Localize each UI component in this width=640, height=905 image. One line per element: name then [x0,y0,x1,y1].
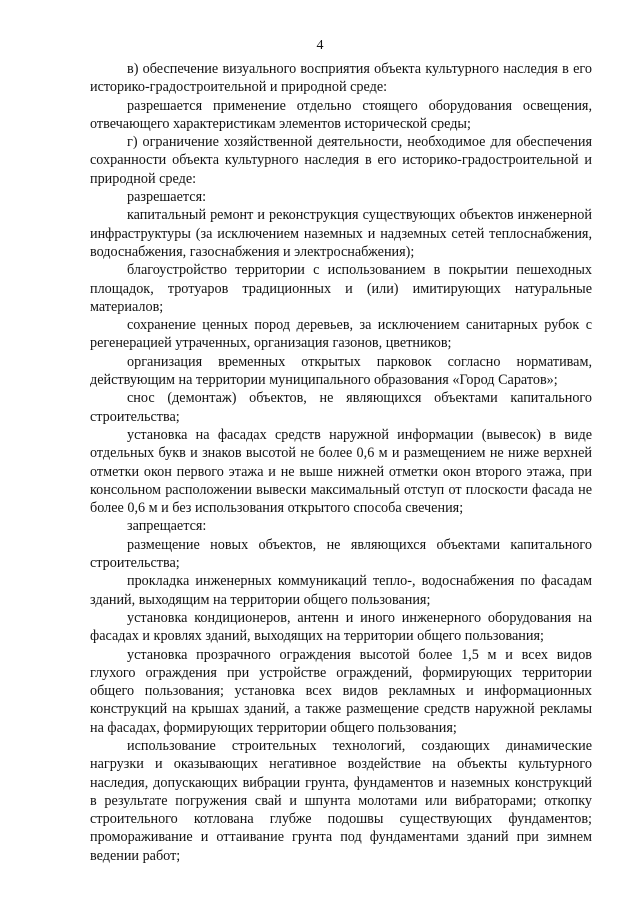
paragraph: установка прозрачного ограждения высотой более 1,5 м и всех видов глухого ограждения при устройстве ограждений, формирующих территории общего пользования; установка всех видов рекламных и информационных конструкций на крышах зданий, а также размещение средств наружной рекламы на фасадах, формирующих территории общего пользования; [90,646,592,736]
paragraph: установка на фасадах средств наружной информации (вывесок) в виде отдельных букв и знаков высотой не более 0,6 м и размещением не ниже верхней отметки окон первого этажа и не выше нижней отметки окон второго этажа, при консольном расположении вывески максимальный отступ от плоскости фасада не более 0,6 м и без использования открытого способа свечения; [90,426,592,517]
paragraph: г) ограничение хозяйственной деятельности, необходимое для обеспечения сохранности объекта культурного наследия в его историко-градостроительной и природной среде: [90,134,592,187]
paragraph: снос (демонтаж) объектов, не являющихся объектами капитального строительства; [90,390,592,425]
paragraph: разрешается применение отдельно стоящего оборудования освещения, отвечающего характеристикам элементов исторической среды; [90,97,592,132]
paragraph: установка кондиционеров, антенн и иного инженерного оборудования на фасадах и кровлях зданий, выходящих на территории общего пользования; [90,609,592,645]
document-body [90,60,592,865]
paragraph: организация временных открытых парковок согласно нормативам, действующим на территории муниципального образования «Город Саратов»; [90,353,592,389]
paragraph: размещение новых объектов, не являющихся объектами капитального строительства; [90,536,592,572]
paragraph: разрешается: [127,189,207,206]
paragraph: капитальный ремонт и реконструкция существующих объектов инженерной инфраструктуры (за исключением наземных и надземных сетей теплоснабжения, водоснабжения, газоснабжения и электроснабжения); [90,207,592,260]
paragraph: использование строительных технологий, создающих динамические нагрузки и оказывающих негативное воздействие на объекты культурного наследия, допускающих вибрации грунта, фундаментов и наземных конструкций в результате погружения свай и шпунта молотами или вибраторами; откопку строительного котлована глубже подошвы существующих фундаментов; промораживание и оттаивание грунта под фундаментами зданий при зимнем ведении работ; [90,737,592,864]
paragraph: прокладка инженерных коммуникаций тепло-, водоснабжения по фасадам зданий, выходящим на территории общего пользования; [90,573,592,608]
paragraph: в) обеспечение визуального восприятия объекта культурного наследия в его историко-градостроительной и природной среде: [90,61,592,96]
paragraph: запрещается: [127,518,207,535]
paragraph: благоустройство территории с использованием в покрытии пешеходных площадок, тротуаров традиционных и (или) имитирующих натуральные материалов; [90,262,592,315]
paragraph: сохранение ценных пород деревьев, за исключением санитарных рубок с регенерацией утраченных, организация газонов, цветников; [90,317,592,352]
page-number: 4 [316,38,324,53]
